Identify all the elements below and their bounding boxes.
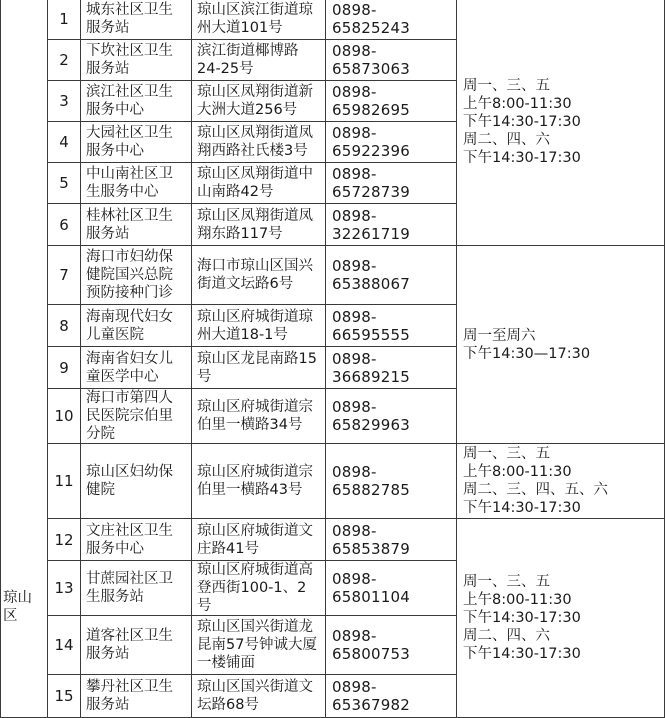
row-number: 15 — [48, 675, 81, 718]
hours-line: 下午14:30-17:30 — [463, 149, 581, 166]
site-phone: 0898-66595555 — [326, 305, 457, 347]
row-number: 3 — [48, 81, 81, 122]
row-number: 13 — [48, 561, 81, 616]
row-number: 8 — [48, 305, 81, 347]
site-address: 琼山区凤翔街道中山南路42号 — [192, 163, 326, 204]
site-name: 文庄社区卫生服务中心 — [81, 519, 192, 561]
hours-line: 周二、四、六 — [463, 131, 550, 148]
site-name: 海口市妇幼保健院国兴总院预防接种门诊 — [81, 246, 192, 305]
row-number: 5 — [48, 163, 81, 204]
site-phone: 0898-65800753 — [326, 616, 457, 675]
site-name: 攀丹社区卫生服务站 — [81, 675, 192, 718]
district-cell: 琼山区 — [1, 0, 48, 718]
hours-line: 周一、三、五 — [463, 77, 550, 94]
site-name: 桂林社区卫生服务站 — [81, 204, 192, 246]
row-number: 1 — [48, 0, 81, 40]
site-phone: 0898-65882785 — [326, 444, 457, 519]
site-phone: 0898-65922396 — [326, 122, 457, 163]
site-address: 琼山区龙昆南路15号 — [192, 347, 326, 389]
site-phone: 0898-65728739 — [326, 163, 457, 204]
table-row — [1, 444, 665, 519]
site-phone: 0898-65367982 — [326, 675, 457, 718]
site-address: 琼山区府城街道高登西街100-1、2号 — [192, 561, 326, 616]
hours-line: 下午14:30-17:30 — [463, 646, 581, 662]
site-name: 海南现代妇女儿童医院 — [81, 305, 192, 347]
row-number: 12 — [48, 519, 81, 561]
row-number: 4 — [48, 122, 81, 163]
hours-line: 下午14:30—17:30 — [463, 345, 591, 362]
site-phone: 0898-65801104 — [326, 561, 457, 616]
site-name: 道客社区卫生服务站 — [81, 616, 192, 675]
site-address: 海口市琼山区国兴街道文坛路6号 — [192, 246, 326, 305]
site-address: 琼山区府城街道宗伯里一横路34号 — [192, 389, 326, 444]
row-number: 10 — [48, 389, 81, 444]
row-number: 2 — [48, 40, 81, 81]
hours-line: 周二、四、六 — [463, 628, 550, 644]
site-address: 琼山区国兴街道龙昆南57号钟诚大厦一楼铺面 — [192, 616, 326, 675]
site-name: 大园社区卫生服务中心 — [81, 122, 192, 163]
hours-line: 下午14:30-17:30 — [463, 500, 581, 516]
hours-line: 周一、三、五 — [463, 446, 550, 462]
site-phone: 0898-65873063 — [326, 40, 457, 81]
site-address: 琼山区凤翔街道凤翔东路117号 — [192, 204, 326, 246]
hours-line: 下午14:30-17:30 — [463, 610, 581, 626]
hours-line: 周一至周六 — [463, 327, 536, 344]
site-address: 琼山区国兴街道文坛路68号 — [192, 675, 326, 718]
site-name: 海南省妇女儿童医学中心 — [81, 347, 192, 389]
site-phone: 0898-65825243 — [326, 0, 457, 40]
site-name: 城东社区卫生服务站 — [81, 0, 192, 40]
table-row — [1, 0, 665, 40]
site-phone: 0898-32261719 — [326, 204, 457, 246]
row-number: 7 — [48, 246, 81, 305]
site-phone: 0898-65388067 — [326, 246, 457, 305]
site-phone: 0898-65829963 — [326, 389, 457, 444]
site-phone: 0898-65982695 — [326, 81, 457, 122]
hours-line: 周一、三、五 — [463, 574, 550, 590]
hours-line: 上午8:00-11:30 — [463, 95, 572, 112]
row-number: 11 — [48, 444, 81, 519]
site-address: 滨江街道椰博路24-25号 — [192, 40, 326, 81]
site-address: 琼山区滨江街道琼州大道101号 — [192, 0, 326, 40]
row-number: 6 — [48, 204, 81, 246]
site-name: 滨江社区卫生服务中心 — [81, 81, 192, 122]
row-number: 14 — [48, 616, 81, 675]
site-name: 中山南社区卫生服务中心 — [81, 163, 192, 204]
table-row — [1, 246, 665, 305]
site-name: 琼山区妇幼保健院 — [81, 444, 192, 519]
hours-cell-group1 — [457, 0, 665, 246]
site-name: 下坎社区卫生服务站 — [81, 40, 192, 81]
site-address: 琼山区府城街道文庄路41号 — [192, 519, 326, 561]
hours-line: 下午14:30-17:30 — [463, 113, 581, 130]
hours-cell-group4 — [457, 519, 665, 718]
site-phone: 0898-65853879 — [326, 519, 457, 561]
hours-cell-group2 — [457, 246, 665, 444]
hours-line: 上午8:00-11:30 — [463, 592, 572, 608]
site-phone: 0898-36689215 — [326, 347, 457, 389]
row-number: 9 — [48, 347, 81, 389]
site-address: 琼山区府城街道宗伯里一横路43号 — [192, 444, 326, 519]
site-address: 琼山区府城街道琼州大道18-1号 — [192, 305, 326, 347]
site-name: 海口市第四人民医院宗伯里分院 — [81, 389, 192, 444]
hours-line: 周二、三、四、五、六 — [463, 482, 608, 498]
site-address: 琼山区凤翔街道新大洲大道256号 — [192, 81, 326, 122]
table-row — [1, 519, 665, 561]
site-address: 琼山区凤翔街道凤翔西路社氏楼3号 — [192, 122, 326, 163]
hours-line: 上午8:00-11:30 — [463, 464, 572, 480]
hours-cell-group3 — [457, 444, 665, 519]
site-name: 甘蔗园社区卫生服务站 — [81, 561, 192, 616]
